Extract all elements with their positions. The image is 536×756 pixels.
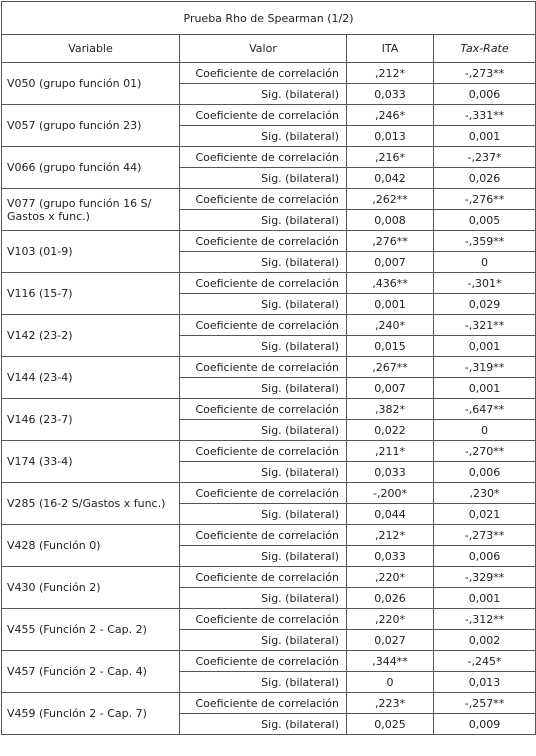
taxrate-sig-cell: 0,021	[434, 504, 536, 525]
variable-cell: V430 (Función 2)	[2, 567, 180, 609]
stat-label-coef: Coeficiente de correlación	[180, 105, 347, 126]
stat-label-sig: Sig. (bilateral)	[180, 84, 347, 105]
taxrate-sig-cell: 0,009	[434, 714, 536, 735]
table-row	[2, 273, 536, 294]
ita-coef-cell: -,200*	[347, 483, 434, 504]
taxrate-coef-cell: -,276**	[434, 189, 536, 210]
ita-sig-cell: 0,025	[347, 714, 434, 735]
variable-cell: V428 (Función 0)	[2, 525, 180, 567]
title-row	[2, 2, 536, 35]
table-row	[2, 399, 536, 420]
ita-sig-cell: 0,007	[347, 252, 434, 273]
table-row	[2, 525, 536, 546]
taxrate-coef-cell: -,273**	[434, 525, 536, 546]
spearman-table	[1, 1, 536, 735]
stat-label-sig: Sig. (bilateral)	[180, 714, 347, 735]
stat-label-coef: Coeficiente de correlación	[180, 63, 347, 84]
table-row	[2, 441, 536, 462]
stat-label-coef: Coeficiente de correlación	[180, 189, 347, 210]
header-variable: Variable	[2, 35, 180, 63]
stat-label-coef: Coeficiente de correlación	[180, 483, 347, 504]
stat-label-sig: Sig. (bilateral)	[180, 420, 347, 441]
taxrate-coef-cell: -,331**	[434, 105, 536, 126]
table-row	[2, 693, 536, 714]
taxrate-coef-cell: -,321**	[434, 315, 536, 336]
variable-cell: V066 (grupo función 44)	[2, 147, 180, 189]
stat-label-coef: Coeficiente de correlación	[180, 609, 347, 630]
taxrate-sig-cell: 0,006	[434, 546, 536, 567]
stat-label-sig: Sig. (bilateral)	[180, 336, 347, 357]
ita-sig-cell: 0,033	[347, 462, 434, 483]
ita-coef-cell: ,344**	[347, 651, 434, 672]
taxrate-coef-cell: -,245*	[434, 651, 536, 672]
taxrate-coef-cell: -,312**	[434, 609, 536, 630]
ita-coef-cell: ,212*	[347, 63, 434, 84]
taxrate-coef-cell: -,301*	[434, 273, 536, 294]
stat-label-coef: Coeficiente de correlación	[180, 441, 347, 462]
table-row	[2, 63, 536, 84]
ita-sig-cell: 0	[347, 672, 434, 693]
taxrate-sig-cell: 0,029	[434, 294, 536, 315]
taxrate-coef-cell: -,647**	[434, 399, 536, 420]
ita-coef-cell: ,267**	[347, 357, 434, 378]
ita-sig-cell: 0,022	[347, 420, 434, 441]
stat-label-sig: Sig. (bilateral)	[180, 504, 347, 525]
taxrate-sig-cell: 0,013	[434, 672, 536, 693]
taxrate-sig-cell: 0,002	[434, 630, 536, 651]
variable-cell: V174 (33-4)	[2, 441, 180, 483]
table-row	[2, 609, 536, 630]
stat-label-sig: Sig. (bilateral)	[180, 126, 347, 147]
stat-label-coef: Coeficiente de correlación	[180, 567, 347, 588]
ita-sig-cell: 0,007	[347, 378, 434, 399]
taxrate-sig-cell: 0,001	[434, 588, 536, 609]
ita-sig-cell: 0,044	[347, 504, 434, 525]
header-valor: Valor	[180, 35, 347, 63]
ita-coef-cell: ,240*	[347, 315, 434, 336]
ita-coef-cell: ,262**	[347, 189, 434, 210]
stat-label-sig: Sig. (bilateral)	[180, 168, 347, 189]
stat-label-coef: Coeficiente de correlación	[180, 651, 347, 672]
ita-sig-cell: 0,027	[347, 630, 434, 651]
taxrate-sig-cell: 0	[434, 252, 536, 273]
taxrate-coef-cell: -,237*	[434, 147, 536, 168]
taxrate-sig-cell: 0,006	[434, 84, 536, 105]
ita-coef-cell: ,212*	[347, 525, 434, 546]
ita-sig-cell: 0,001	[347, 294, 434, 315]
ita-coef-cell: ,246*	[347, 105, 434, 126]
variable-cell: V142 (23-2)	[2, 315, 180, 357]
ita-sig-cell: 0,033	[347, 546, 434, 567]
variable-cell: V459 (Función 2 - Cap. 7)	[2, 693, 180, 735]
ita-coef-cell: ,220*	[347, 609, 434, 630]
stat-label-sig: Sig. (bilateral)	[180, 630, 347, 651]
ita-sig-cell: 0,042	[347, 168, 434, 189]
table-title: Prueba Rho de Spearman (1/2)	[2, 2, 536, 35]
stat-label-sig: Sig. (bilateral)	[180, 252, 347, 273]
stat-label-coef: Coeficiente de correlación	[180, 693, 347, 714]
stat-label-sig: Sig. (bilateral)	[180, 546, 347, 567]
stat-label-coef: Coeficiente de correlación	[180, 525, 347, 546]
stat-label-sig: Sig. (bilateral)	[180, 588, 347, 609]
variable-cell: V116 (15-7)	[2, 273, 180, 315]
table-row	[2, 483, 536, 504]
ita-coef-cell: ,276**	[347, 231, 434, 252]
taxrate-sig-cell: 0,001	[434, 126, 536, 147]
stat-label-sig: Sig. (bilateral)	[180, 462, 347, 483]
taxrate-coef-cell: -,319**	[434, 357, 536, 378]
taxrate-sig-cell: 0,006	[434, 462, 536, 483]
ita-sig-cell: 0,026	[347, 588, 434, 609]
ita-coef-cell: ,436**	[347, 273, 434, 294]
stat-label-coef: Coeficiente de correlación	[180, 399, 347, 420]
table-row	[2, 315, 536, 336]
header-tax-rate: Tax-Rate	[434, 35, 536, 63]
header-row	[2, 35, 536, 63]
table-row	[2, 357, 536, 378]
variable-cell: V285 (16-2 S/Gastos x func.)	[2, 483, 180, 525]
variable-cell: V146 (23-7)	[2, 399, 180, 441]
header-ita: ITA	[347, 35, 434, 63]
ita-sig-cell: 0,008	[347, 210, 434, 231]
stat-label-coef: Coeficiente de correlación	[180, 231, 347, 252]
table-row	[2, 147, 536, 168]
table-row	[2, 189, 536, 210]
stat-label-coef: Coeficiente de correlación	[180, 273, 347, 294]
table-row	[2, 231, 536, 252]
taxrate-coef-cell: ,230*	[434, 483, 536, 504]
taxrate-coef-cell: -,270**	[434, 441, 536, 462]
taxrate-coef-cell: -,359**	[434, 231, 536, 252]
stat-label-coef: Coeficiente de correlación	[180, 147, 347, 168]
ita-coef-cell: ,216*	[347, 147, 434, 168]
stat-label-coef: Coeficiente de correlación	[180, 315, 347, 336]
ita-sig-cell: 0,033	[347, 84, 434, 105]
variable-cell: V103 (01-9)	[2, 231, 180, 273]
stat-label-sig: Sig. (bilateral)	[180, 210, 347, 231]
table-row	[2, 567, 536, 588]
taxrate-sig-cell: 0,001	[434, 378, 536, 399]
stat-label-sig: Sig. (bilateral)	[180, 672, 347, 693]
table-row	[2, 651, 536, 672]
ita-coef-cell: ,223*	[347, 693, 434, 714]
ita-sig-cell: 0,013	[347, 126, 434, 147]
taxrate-sig-cell: 0	[434, 420, 536, 441]
ita-sig-cell: 0,015	[347, 336, 434, 357]
ita-coef-cell: ,382*	[347, 399, 434, 420]
taxrate-coef-cell: -,273**	[434, 63, 536, 84]
taxrate-sig-cell: 0,026	[434, 168, 536, 189]
table-row	[2, 105, 536, 126]
stat-label-coef: Coeficiente de correlación	[180, 357, 347, 378]
variable-cell: V077 (grupo función 16 S/ Gastos x func.)	[2, 189, 180, 231]
taxrate-coef-cell: -,257**	[434, 693, 536, 714]
ita-coef-cell: ,220*	[347, 567, 434, 588]
variable-cell: V144 (23-4)	[2, 357, 180, 399]
taxrate-coef-cell: -,329**	[434, 567, 536, 588]
variable-cell: V457 (Función 2 - Cap. 4)	[2, 651, 180, 693]
variable-cell: V050 (grupo función 01)	[2, 63, 180, 105]
ita-coef-cell: ,211*	[347, 441, 434, 462]
stat-label-sig: Sig. (bilateral)	[180, 294, 347, 315]
variable-cell: V057 (grupo función 23)	[2, 105, 180, 147]
taxrate-sig-cell: 0,001	[434, 336, 536, 357]
table-body	[2, 2, 536, 735]
variable-cell: V455 (Función 2 - Cap. 2)	[2, 609, 180, 651]
stat-label-sig: Sig. (bilateral)	[180, 378, 347, 399]
taxrate-sig-cell: 0,005	[434, 210, 536, 231]
